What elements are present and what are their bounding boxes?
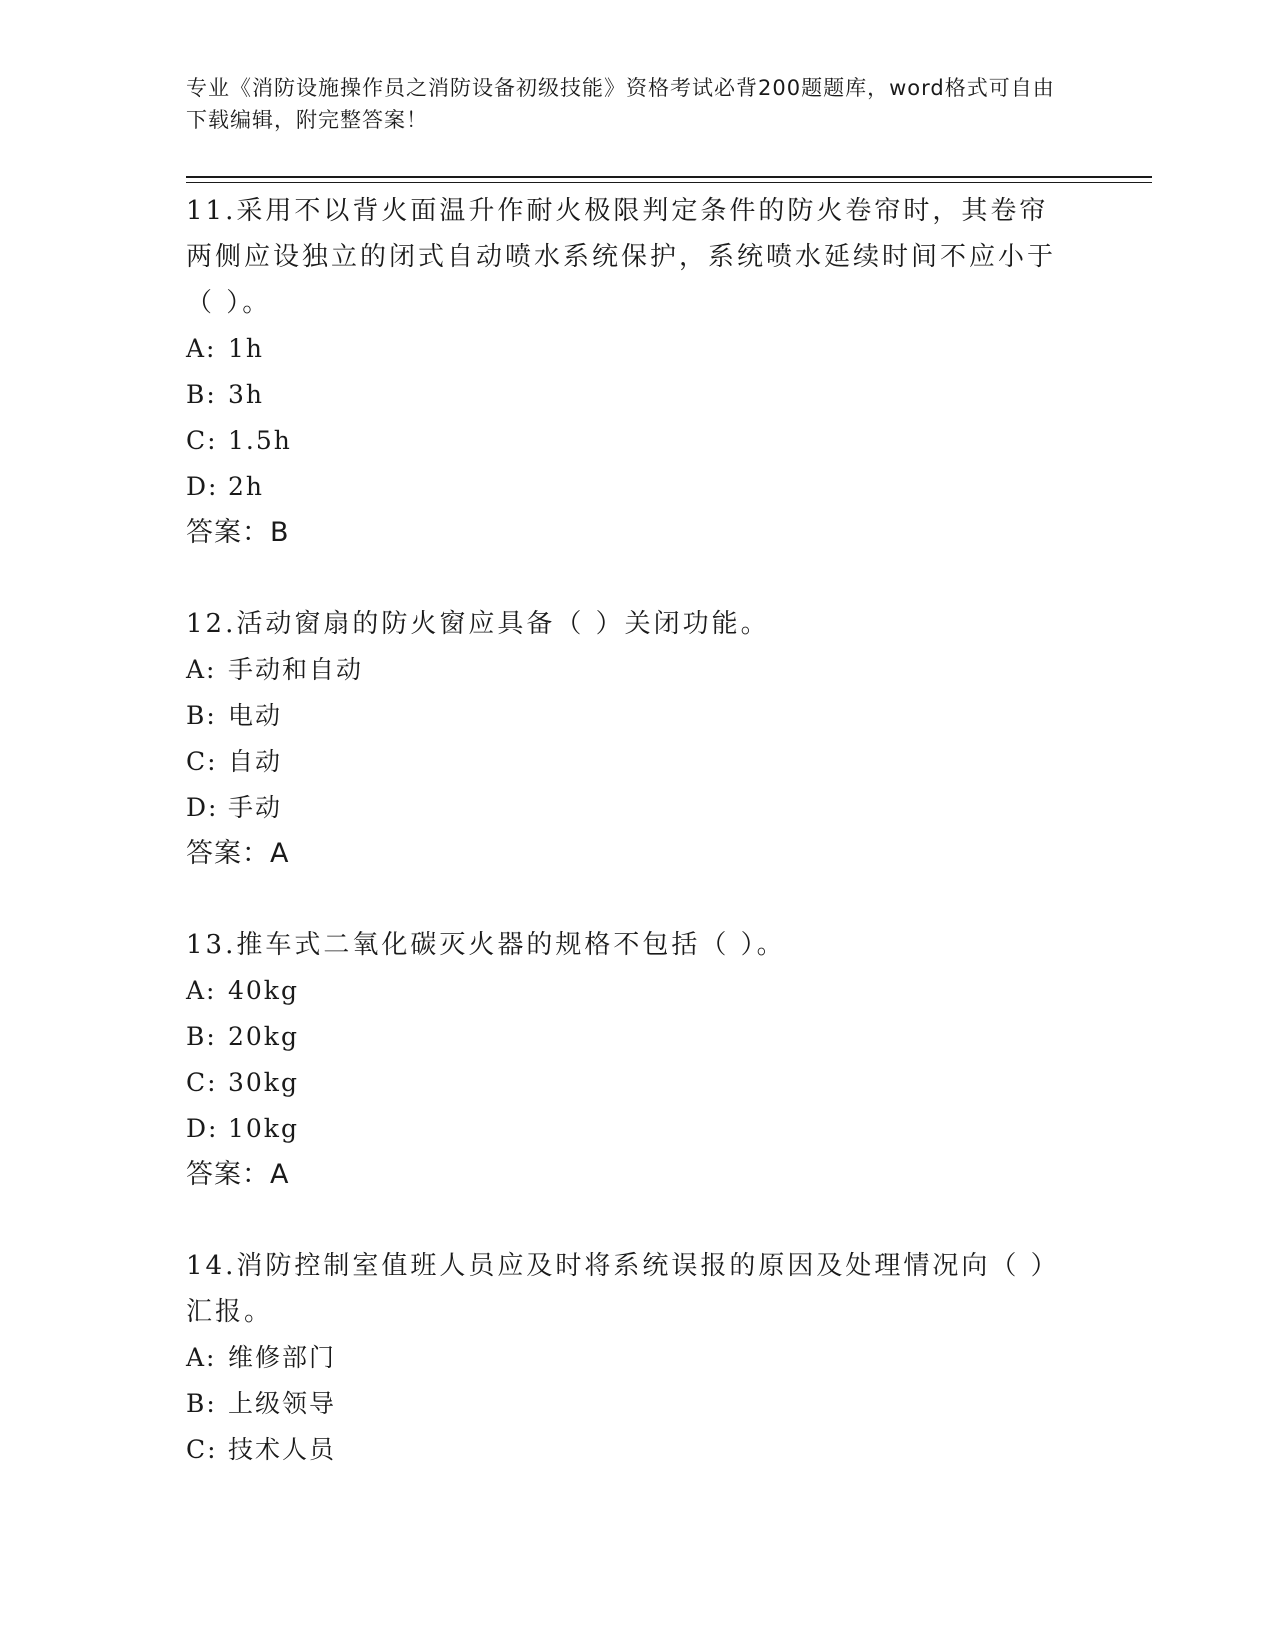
option-key: A: (186, 334, 217, 363)
option-value: 3h (228, 380, 265, 409)
option-key: A: (186, 976, 217, 1005)
option-key: C: (186, 1435, 218, 1464)
option-b (186, 372, 1086, 418)
option-key: A: (186, 1343, 217, 1372)
header-divider-thick (186, 176, 1152, 178)
option-value: 技术人员 (228, 1435, 337, 1464)
option-key: D: (186, 793, 219, 822)
option-value: 2h (228, 472, 265, 501)
option-key: B: (186, 380, 217, 409)
option-key: C: (186, 1068, 218, 1097)
option-key: A: (186, 655, 217, 684)
option-key: B: (186, 701, 217, 730)
option-key: B: (186, 1389, 217, 1418)
option-value: 1h (228, 334, 265, 363)
question-13 (186, 922, 1086, 1198)
option-value: 手动 (228, 793, 283, 822)
option-value: 手动和自动 (228, 655, 364, 684)
option-d (186, 464, 1086, 510)
option-d (186, 785, 1086, 831)
question-text: 12.活动窗扇的防火窗应具备（ ）关闭功能。 (186, 609, 770, 639)
option-c (186, 739, 1086, 785)
question-text: 11.采用不以背火面温升作耐火极限判定条件的防火卷帘时，其卷帘两侧应设独立的闭式自动喷水系统保护，系统喷水延续时间不应小于（ ）。 (186, 196, 1057, 318)
option-b (186, 1381, 1086, 1427)
question-11 (186, 188, 1086, 556)
answer-line: 答案：B (186, 517, 290, 548)
answer-line: 答案：A (186, 1159, 290, 1190)
option-value: 维修部门 (228, 1343, 337, 1372)
option-a (186, 1335, 1086, 1381)
option-key: C: (186, 747, 218, 776)
option-c (186, 418, 1086, 464)
option-value: 1.5h (228, 426, 292, 455)
option-value: 自动 (228, 747, 283, 776)
document-header: 专业《消防设施操作员之消防设备初级技能》资格考试必背200题题库，word格式可自由下载编辑，附完整答案！ (186, 76, 1055, 132)
question-14 (186, 1243, 1086, 1473)
option-value: 电动 (228, 701, 283, 730)
option-c (186, 1060, 1086, 1106)
option-key: D: (186, 472, 219, 501)
question-text: 13.推车式二氧化碳灭火器的规格不包括（ ）。 (186, 930, 786, 960)
answer-line: 答案：A (186, 838, 290, 869)
option-a (186, 968, 1086, 1014)
option-value: 30kg (228, 1068, 299, 1097)
option-b (186, 1014, 1086, 1060)
option-c (186, 1427, 1086, 1473)
option-key: B: (186, 1022, 217, 1051)
option-value: 10kg (228, 1114, 299, 1143)
option-key: C: (186, 426, 218, 455)
option-d (186, 1106, 1086, 1152)
header-divider-thin (186, 182, 1152, 183)
option-value: 20kg (228, 1022, 299, 1051)
option-value: 40kg (228, 976, 299, 1005)
option-value: 上级领导 (228, 1389, 337, 1418)
question-list (186, 188, 1086, 1473)
option-a (186, 647, 1086, 693)
option-key: D: (186, 1114, 219, 1143)
option-a (186, 326, 1086, 372)
option-b (186, 693, 1086, 739)
question-text: 14.消防控制室值班人员应及时将系统误报的原因及处理情况向（ ）汇报。 (186, 1251, 1060, 1327)
question-12 (186, 601, 1086, 877)
